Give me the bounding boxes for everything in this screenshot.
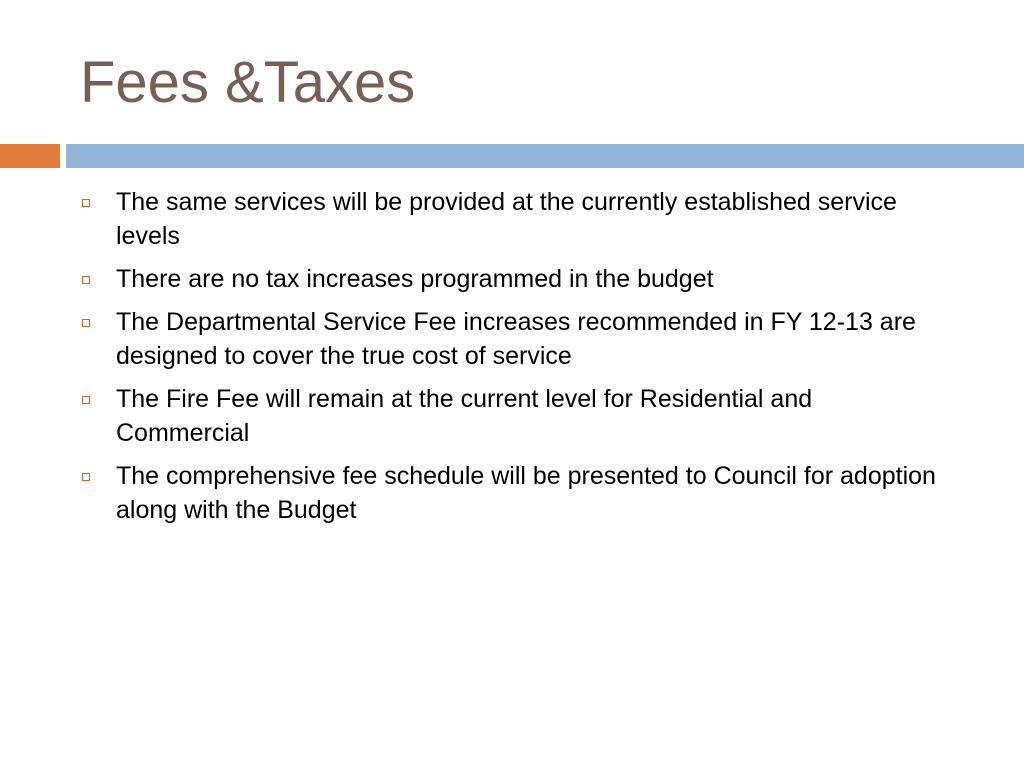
bullet-item <box>82 185 950 253</box>
bullet-item <box>82 305 950 373</box>
bullet-text: The comprehensive fee schedule will be presented to Council for adoption along with the Budget <box>116 462 936 524</box>
bullet-text: There are no tax increases programmed in the budget <box>116 265 714 293</box>
bullet-item <box>82 382 950 450</box>
bullet-text: The same services will be provided at the currently established service levels <box>116 188 897 250</box>
accent-bar-blue <box>66 144 1024 168</box>
square-bullet-icon <box>82 276 90 284</box>
square-bullet-icon <box>82 396 90 404</box>
square-bullet-icon <box>82 473 90 481</box>
bullet-item <box>82 459 950 527</box>
accent-bar-orange <box>0 144 60 168</box>
square-bullet-icon <box>82 319 90 327</box>
bullet-text: The Fire Fee will remain at the current level for Residential and Commercial <box>116 385 813 447</box>
bullet-list <box>82 185 950 536</box>
square-bullet-icon <box>82 199 90 207</box>
slide-title: Fees &Taxes <box>80 50 416 115</box>
bullet-item <box>82 262 950 296</box>
bullet-text: The Departmental Service Fee increases recommended in FY 12-13 are designed to cover the true cost of service <box>116 308 916 370</box>
